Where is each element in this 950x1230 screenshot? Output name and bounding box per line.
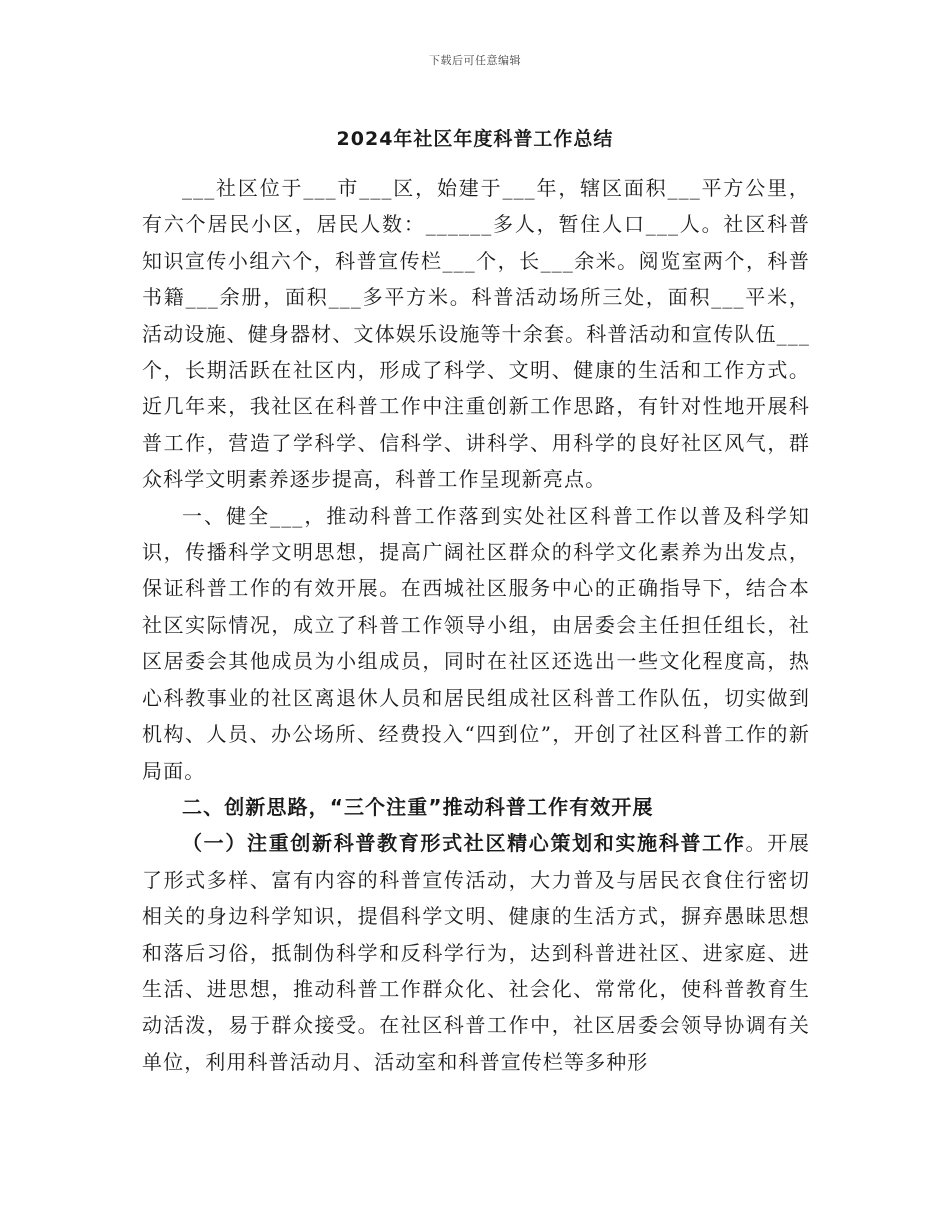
subsection-one-text: 。开展了形式多样、富有内容的科普宣传活动，大力普及与居民衣食住行密切相关的身边科学知识，提倡科学文明、健康的生活方式，摒弃愚昧思想和落后习俗，抵制伪科学和反科学行为，达到科普进社区、进家庭、进生活、进思想，推动科普工作群众化、社会化、常常化，使科普教育生动活泼，易于群众接受。在社区科普工作中，社区居委会领导协调有关单位，利用科普活动月、活动室和科普宣传栏等多种形 [142, 831, 810, 1074]
section-two-heading: 二、创新思路，“三个注重”推动科普工作有效开展 [182, 794, 654, 819]
page-header-note: 下载后可任意编辑 [429, 54, 521, 67]
document-title: 2024年社区年度科普工作总结 [336, 128, 614, 150]
paragraph-subsection-one [142, 825, 810, 1080]
subsection-one-heading: （一）注重创新科普教育形式社区精心策划和实施科普工作 [182, 831, 746, 856]
document-body [142, 170, 810, 1080]
paragraph-intro: ___社区位于___市___区，始建于___年，辖区面积___平方公里，有六个居民小区，居民人数：______多人，暂住人口___人。社区科普知识宣传小组六个，科普宣传栏___个，长___余米。阅览室两个，科普书籍___余册，面积___多平方米。科普活动场所三处，面积___平米，活动设施、健身器材、文体娱乐设施等十余套。科普活动和宣传队伍___个，长期活跃在社区内，形成了科学、文明、健康的生活和工作方式。近几年来，我社区在科普工作中注重创新工作思路，有针对性地开展科普工作，营造了学科学、信科学、讲科学、用科学的良好社区风气，群众科学文明素养逐步提高，科普工作呈现新亮点。 [142, 176, 810, 492]
paragraph-section-one: 一、健全___，推动科普工作落到实处社区科普工作以普及科学知识，传播科学文明思想，提高广阔社区群众的科学文化素养为出发点，保证科普工作的有效开展。在西城社区服务中心的正确指导下，结合本社区实际情况，成立了科普工作领导小组，由居委会主任担任组长，社区居委会其他成员为小组成员，同时在社区还选出一些文化程度高，热心科教事业的社区离退休人员和居民组成社区科普工作队伍，切实做到机构、人员、办公场所、经费投入“四到位”，开创了社区科普工作的新局面。 [142, 503, 810, 783]
